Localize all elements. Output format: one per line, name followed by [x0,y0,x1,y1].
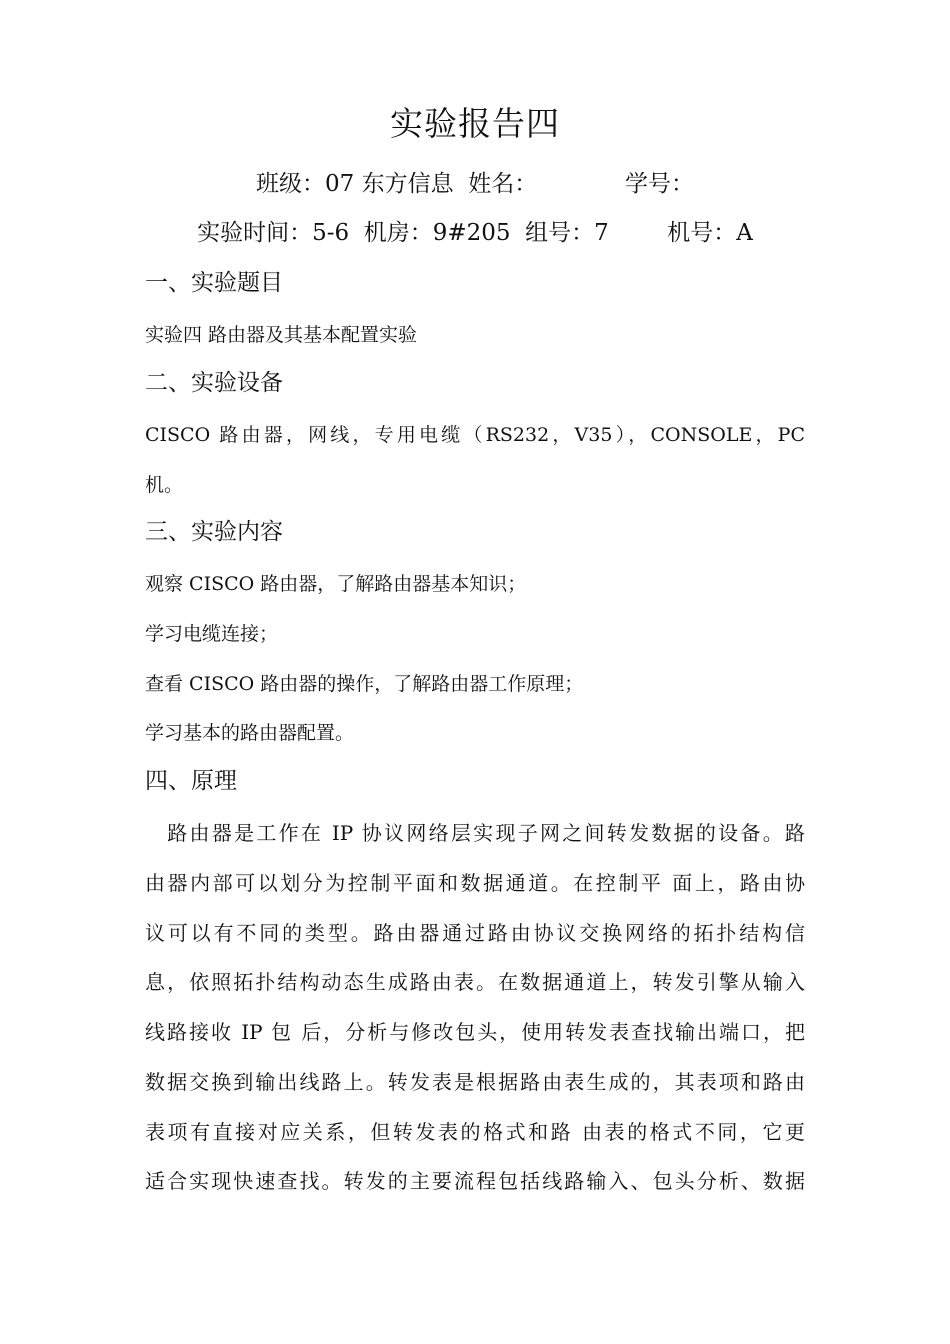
content-item: 学习电缆连接； [145,623,279,645]
section-heading-equipment: 二、实验设备 [145,370,283,396]
principle-line: 适合实现快速查找。转发的主要流程包括线路输入、包头分析、数据 [145,1169,805,1193]
principle-line: 表项有直接对应关系，但转发表的格式和路 由表的格式不同，它更 [145,1120,805,1144]
time-room-group-line: 实验时间：5-6 机房：9#205 组号：7 机号：A [197,220,753,246]
principle-line: 路由器是工作在 IP 协议网络层实现子网之间转发数据的设备。路 [145,821,805,845]
section-heading-content: 三、实验内容 [145,519,283,545]
principle-line: 议可以有不同的类型。路由器通过路由协议交换网络的拓扑结构信 [145,921,805,945]
principle-line: 由器内部可以划分为控制平面和数据通道。在控制平 面上，路由协 [145,871,805,895]
section-heading-principle: 四、原理 [145,768,237,794]
topic-text: 实验四 路由器及其基本配置实验 [145,324,418,346]
principle-line: 线路接收 IP 包 后，分析与修改包头，使用转发表查找输出端口，把 [145,1020,805,1044]
class-name-id-line: 班级：07 东方信息 姓名： 学号： [256,171,694,197]
principle-line: 息，依照拓扑结构动态生成路由表。在数据通道上，转发引擎从输入 [145,970,805,994]
content-item: 查看 CISCO 路由器的操作，了解路由器工作原理； [145,673,584,695]
content-item: 学习基本的路由器配置。 [145,722,355,744]
section-heading-topic: 一、实验题目 [145,270,283,296]
content-item: 观察 CISCO 路由器，了解路由器基本知识； [145,573,527,595]
principle-line: 数据交换到输出线路上。转发表是根据路由表生成的，其表项和路由 [145,1070,805,1094]
equipment-text-line2: 机。 [145,474,184,496]
equipment-text-line1: CISCO 路由器，网线，专用电缆（RS232，V35），CONSOLE，PC [145,424,805,446]
report-title: 实验报告四 [390,104,560,143]
